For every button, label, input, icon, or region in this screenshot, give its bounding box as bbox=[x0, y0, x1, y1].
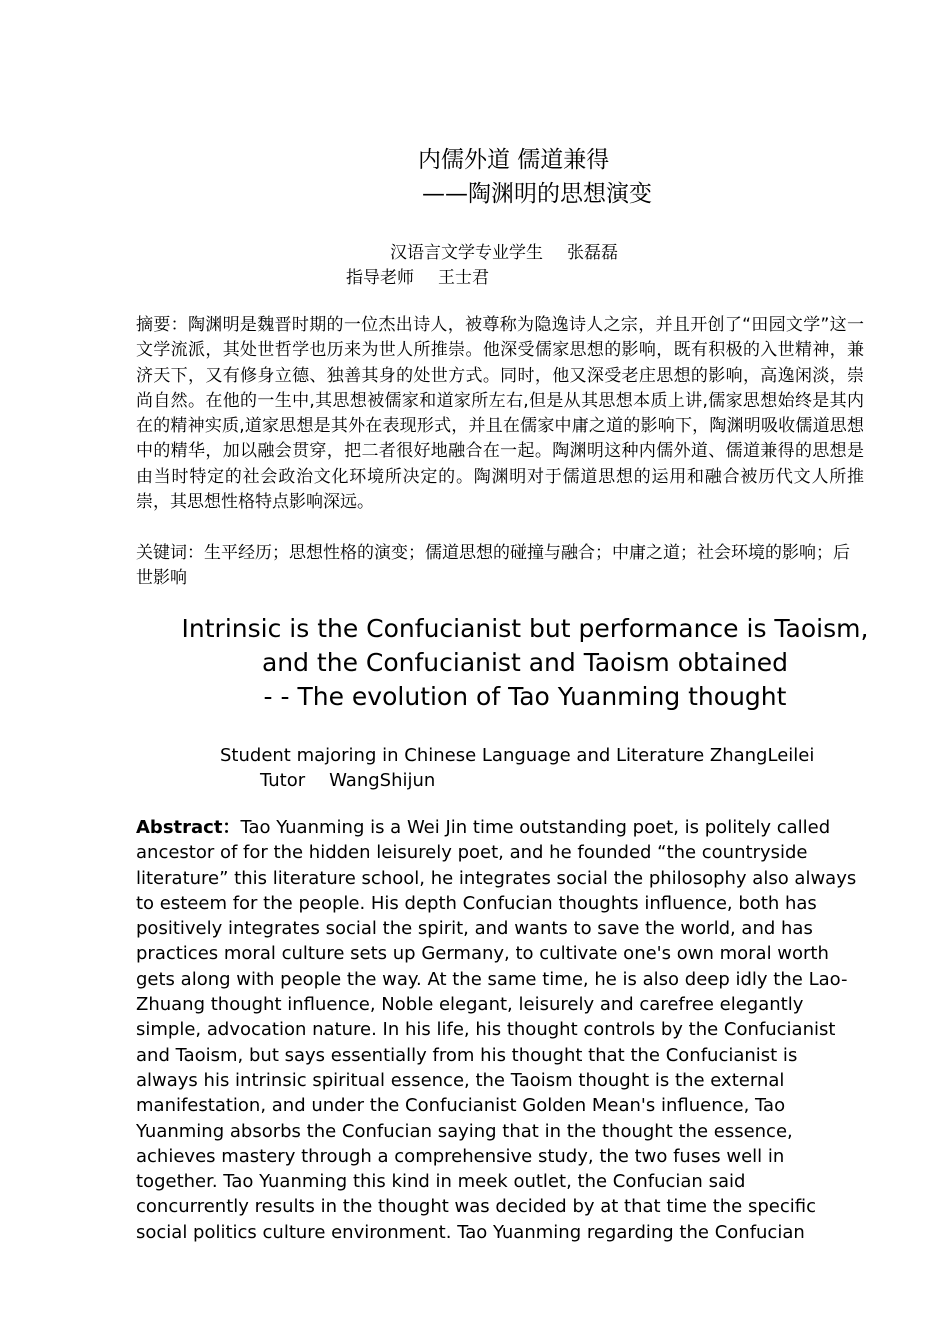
english-tutor-line bbox=[260, 768, 435, 793]
english-title-line-3: - - The evolution of Tao Yuanming thought bbox=[263, 682, 787, 711]
english-title-line-2: and the Confucianist and Taoism obtained bbox=[261, 648, 789, 677]
english-title bbox=[130, 612, 920, 714]
chinese-keywords-label: 关键词： bbox=[136, 543, 204, 563]
chinese-subtitle: ——陶渊明的思想演变 bbox=[422, 181, 652, 207]
english-tutor-role: Tutor bbox=[260, 770, 306, 791]
english-abstract-label: Abstract： bbox=[136, 817, 241, 838]
chinese-author-line bbox=[390, 241, 618, 265]
english-abstract bbox=[136, 815, 864, 1245]
chinese-tutor-role: 指导老师 bbox=[346, 268, 414, 288]
chinese-abstract-text: 陶渊明是魏晋时期的一位杰出诗人，被尊称为隐逸诗人之宗，并且开创了“田园文学”这一文学流派，其处世哲学也历来为世人所推崇。他深受儒家思想的影响，既有积极的入世精神，兼济天下，又有修身立德、独善其身的处世方式。同时，他又深受老庄思想的影响，高逸闲淡，崇尚自然。在他的一生中,其思想被儒家和道家所左右,但是从其思想本质上讲,儒家思想始终是其内在的精神实质,道家思想是其外在表现形式，并且在儒家中庸之道的影响下，陶渊明吸收儒道思想中的精华，加以融会贯穿，把二者很好地融合在一起。陶渊明这种内儒外道、儒道兼得的思想是由当时特定的社会政治文化环境所决定的。陶渊明对于儒道思想的运用和融合被历代文人所推崇，其思想性格特点影响深远。 bbox=[136, 315, 865, 513]
english-tutor-name: WangShijun bbox=[329, 770, 436, 791]
english-title-line-1: Intrinsic is the Confucianist but performance is Taoism, bbox=[181, 614, 869, 643]
english-abstract-text: Tao Yuanming is a Wei Jin time outstanding poet, is politely called ancestor of for the hidden leisurely poet, and he founded “the countryside literature” this literature school, he integrates social the philosophy also always to esteem for the people. His depth Confucian thoughts influence, both has positively integrates social the spirit, and wants to save the world, and has practices moral culture sets up Germany, to cultivate one's own moral worth gets along with people the way. At the same time, he is also deep idly the Lao-Zhuang thought influence, Noble elegant, leisurely and carefree elegantly simple, advocation nature. In his life, his thought controls by the Confucianist and Taoism, but says essentially from his thought that the Confucianist is always his intrinsic spiritual essence, the Taoism thought is the external manifestation, and under the Confucianist Golden Mean's influence, Tao Yuanming absorbs the Confucian saying that in the thought the essence, achieves mastery through a comprehensive study, the two fuses well in together. Tao Yuanming this kind in meek outlet, the Confucian said concurrently results in the thought was decided by at that time the specific social politics culture environment. Tao Yuanming regarding the Confucian bbox=[136, 817, 857, 1243]
chinese-abstract bbox=[136, 313, 864, 515]
english-author-line: Student majoring in Chinese Language and Literature ZhangLeilei bbox=[220, 745, 815, 766]
chinese-keywords-text: 生平经历；思想性格的演变；儒道思想的碰撞与融合；中庸之道；社会环境的影响；后世影响 bbox=[136, 543, 850, 589]
chinese-author-role: 汉语言文学专业学生 bbox=[390, 243, 543, 263]
chinese-author-name: 张磊磊 bbox=[567, 243, 618, 263]
chinese-tutor-name: 王士君 bbox=[438, 268, 489, 288]
chinese-abstract-label: 摘要： bbox=[136, 315, 188, 335]
chinese-title: 内儒外道 儒道兼得 bbox=[418, 147, 610, 173]
chinese-tutor-line bbox=[346, 266, 489, 290]
chinese-keywords bbox=[136, 541, 864, 592]
